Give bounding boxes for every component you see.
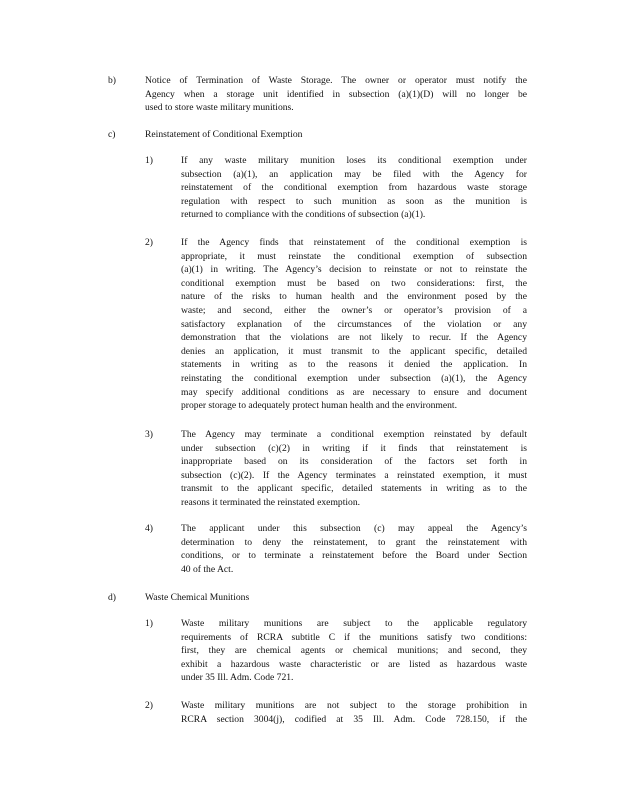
text-line: subsection (a)(1), an application may be filed with the Agency for	[181, 168, 527, 180]
text-line: returned to compliance with the conditions of subsection (a)(1).	[181, 209, 426, 221]
text-line: regulation with respect to such munition as soon as the munition is	[181, 195, 527, 207]
text-line: (a)(1) in writing. The Agency’s decision to reinstate or not to reinstate the	[181, 264, 527, 276]
text-line: The Agency may terminate a conditional exemption reinstated by default	[181, 429, 527, 440]
text-line: RCRA section 3004(j), codified at 35 Ill. Adm. Code 728.150, if the	[181, 713, 527, 725]
item-label: c)	[108, 129, 116, 140]
text-line: If any waste military munition loses its conditional exemption under	[181, 155, 527, 166]
text-line: under 35 Ill. Adm. Code 721.	[181, 672, 294, 684]
text-line: The applicant under this subsection (c) may appeal the Agency’s	[181, 523, 527, 534]
chemical-munitions-paragraph-2	[181, 699, 527, 726]
text-line: reinstating the conditional exemption under subsection (a)(1), the Agency	[181, 372, 527, 384]
text-line: exhibit a hazardous waste characteristic or are listed as hazardous waste	[181, 658, 527, 670]
text-line: demonstration that the violations are not likely to recur. If the Agency	[181, 332, 527, 344]
text-line: waste; and second, either the owner’s or operator’s provision of a	[181, 304, 527, 316]
text-line: conditions, or to terminate a reinstatement before the Board under Section	[181, 550, 527, 562]
text-line: nature of the risks to human health and the environment posed by the	[181, 291, 527, 303]
text-line: transmit to the applicant specific, detailed statements in writing as to the	[181, 483, 527, 495]
text-line: Waste Chemical Munitions	[145, 592, 250, 603]
text-line: determination to deny the reinstatement, to grant the reinstatement with	[181, 536, 527, 548]
text-line: If the Agency finds that reinstatement of the conditional exemption is	[181, 237, 527, 248]
text-line: conditional exemption must be based on two considerations: first, the	[181, 277, 527, 289]
text-line: satisfactory explanation of the circumstances of the violation or any	[181, 318, 527, 330]
notice-of-termination-paragraph	[145, 74, 527, 115]
text-line: Waste military munitions are not subject to the storage prohibition in	[181, 700, 527, 711]
text-line: may specify additional conditions as are necessary to ensure and document	[181, 386, 527, 398]
item-label: b)	[108, 75, 116, 86]
text-line: used to store waste military munitions.	[145, 102, 294, 114]
section-heading	[145, 591, 527, 605]
item-label: d)	[108, 592, 116, 603]
subitem-label: 2)	[145, 237, 153, 248]
text-line: inappropriate based on its consideration of the factors set forth in	[181, 456, 527, 468]
text-line: 40 of the Act.	[181, 563, 234, 575]
appeal-paragraph	[181, 522, 527, 576]
text-line: subsection (c)(2). If the Agency terminates a reinstated exemption, it must	[181, 469, 527, 481]
text-line: proper storage to adequately protect human health and the environment.	[181, 400, 457, 412]
text-line: denies an application, it must transmit to the applicant specific, detailed	[181, 345, 527, 357]
subitem-label: 1)	[145, 155, 153, 166]
text-line: Agency when a storage unit identified in subsection (a)(1)(D) will no longer be	[145, 88, 527, 100]
text-line: Notice of Termination of Waste Storage. The owner or operator must notify the	[145, 75, 527, 86]
text-line: reasons it terminated the reinstated exemption.	[181, 496, 361, 508]
text-line: first, they are chemical agents or chemical munitions; and second, they	[181, 645, 527, 657]
termination-paragraph	[181, 428, 527, 510]
subitem-label: 1)	[145, 618, 153, 629]
subitem-label: 2)	[145, 700, 153, 711]
reinstatement-paragraph-1	[181, 154, 527, 222]
text-line: under subsection (c)(2) in writing if it finds that reinstatement is	[181, 442, 527, 454]
reinstatement-paragraph-2	[181, 236, 527, 413]
subitem-label: 4)	[145, 523, 153, 534]
subitem-label: 3)	[145, 429, 153, 440]
text-line: Reinstatement of Conditional Exemption	[145, 129, 303, 140]
text-line: reinstatement of the conditional exemption from hazardous waste storage	[181, 182, 527, 194]
text-line: requirements of RCRA subtitle C if the munitions satisfy two conditions:	[181, 631, 527, 643]
chemical-munitions-paragraph-1	[181, 617, 527, 685]
text-line: statements in writing as to the reasons it denied the application. In	[181, 359, 527, 371]
section-heading	[145, 128, 527, 142]
text-line: Waste military munitions are subject to the applicable regulatory	[181, 618, 527, 629]
text-line: appropriate, it must reinstate the conditional exemption of subsection	[181, 250, 527, 262]
